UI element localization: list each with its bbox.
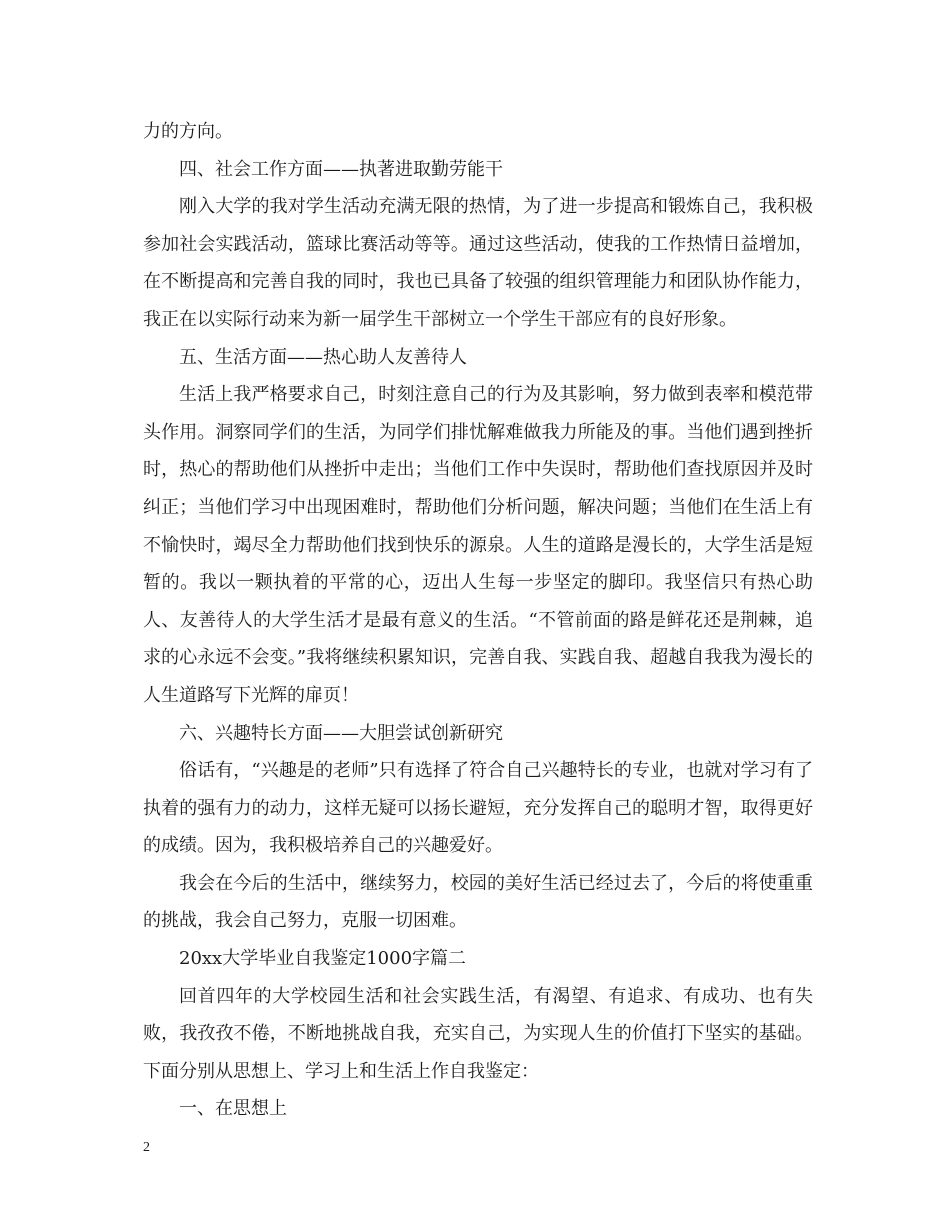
page-number: 2 xyxy=(143,1140,150,1155)
paragraph-intro-part-two: 回首四年的大学校园生活和社会实践生活，有渴望、有追求、有成功、也有失败，我孜孜不倦，不断地挑战自我，充实自己，为实现人生的价值打下坚实的基础。下面分别从思想上、学习上和生活上作自我鉴定： xyxy=(143,985,813,1082)
paragraph-closing: 我会在今后的生活中，继续努力，校园的美好生活已经过去了，今后的将使重重的挑战，我会自己努力，克服一切困难。 xyxy=(143,872,813,932)
paragraph-interests: 俗话有，“兴趣是的老师”只有选择了符合自己兴趣特长的专业，也就对学习有了执着的强有力的动力，这样无疑可以扬长避短，充分发挥自己的聪明才智，取得更好的成绩。因为，我积极培养自己的兴趣爱好。 xyxy=(143,760,813,857)
paragraph-continuation: 力的方向。 xyxy=(143,121,233,142)
section-heading-ideology: 一、在思想上 xyxy=(179,1098,287,1120)
page-body xyxy=(143,113,813,1128)
section-heading-social-work: 四、社会工作方面——执著进取勤劳能干 xyxy=(179,158,503,180)
paragraph-social-work: 刚入大学的我对学生活动充满无限的热情，为了进一步提高和锻炼自己，我积极参加社会实践活动，篮球比赛活动等等。通过这些活动，使我的工作热情日益增加，在不断提高和完善自我的同时，我也已具备了较强的组织管理能力和团队协作能力，我正在以实际行动来为新一届学生干部树立一个学生干部应有的良好形象。 xyxy=(143,196,813,330)
paragraph-life: 生活上我严格要求自己，时刻注意自己的行为及其影响，努力做到表率和模范带头作用。洞察同学们的生活，为同学们排忧解难做我力所能及的事。当他们遇到挫折时，热心的帮助他们从挫折中走出；当他们工作中失误时，帮助他们查找原因并及时纠正；当他们学习中出现困难时，帮助他们分析问题，解决问题；当他们在生活上有不愉快时，竭尽全力帮助他们找到快乐的源泉。人生的道路是漫长的，大学生活是短暂的。我以一颗执着的平常的心，迈出人生每一步坚定的脚印。我坚信只有热心助人、友善待人的大学生活才是最有意义的生活。“不管前面的路是鲜花还是荆棘，追求的心永远不会变。”我将继续积累知识，完善自我、实践自我、超越自我我为漫长的人生道路写下光辉的扉页！ xyxy=(143,384,813,706)
section-heading-interests: 六、兴趣特长方面——大胆尝试创新研究 xyxy=(179,722,503,744)
section-heading-life: 五、生活方面——热心助人友善待人 xyxy=(179,346,467,368)
article-title-part-two: 20xx大学毕业自我鉴定1000字篇二 xyxy=(179,948,467,970)
